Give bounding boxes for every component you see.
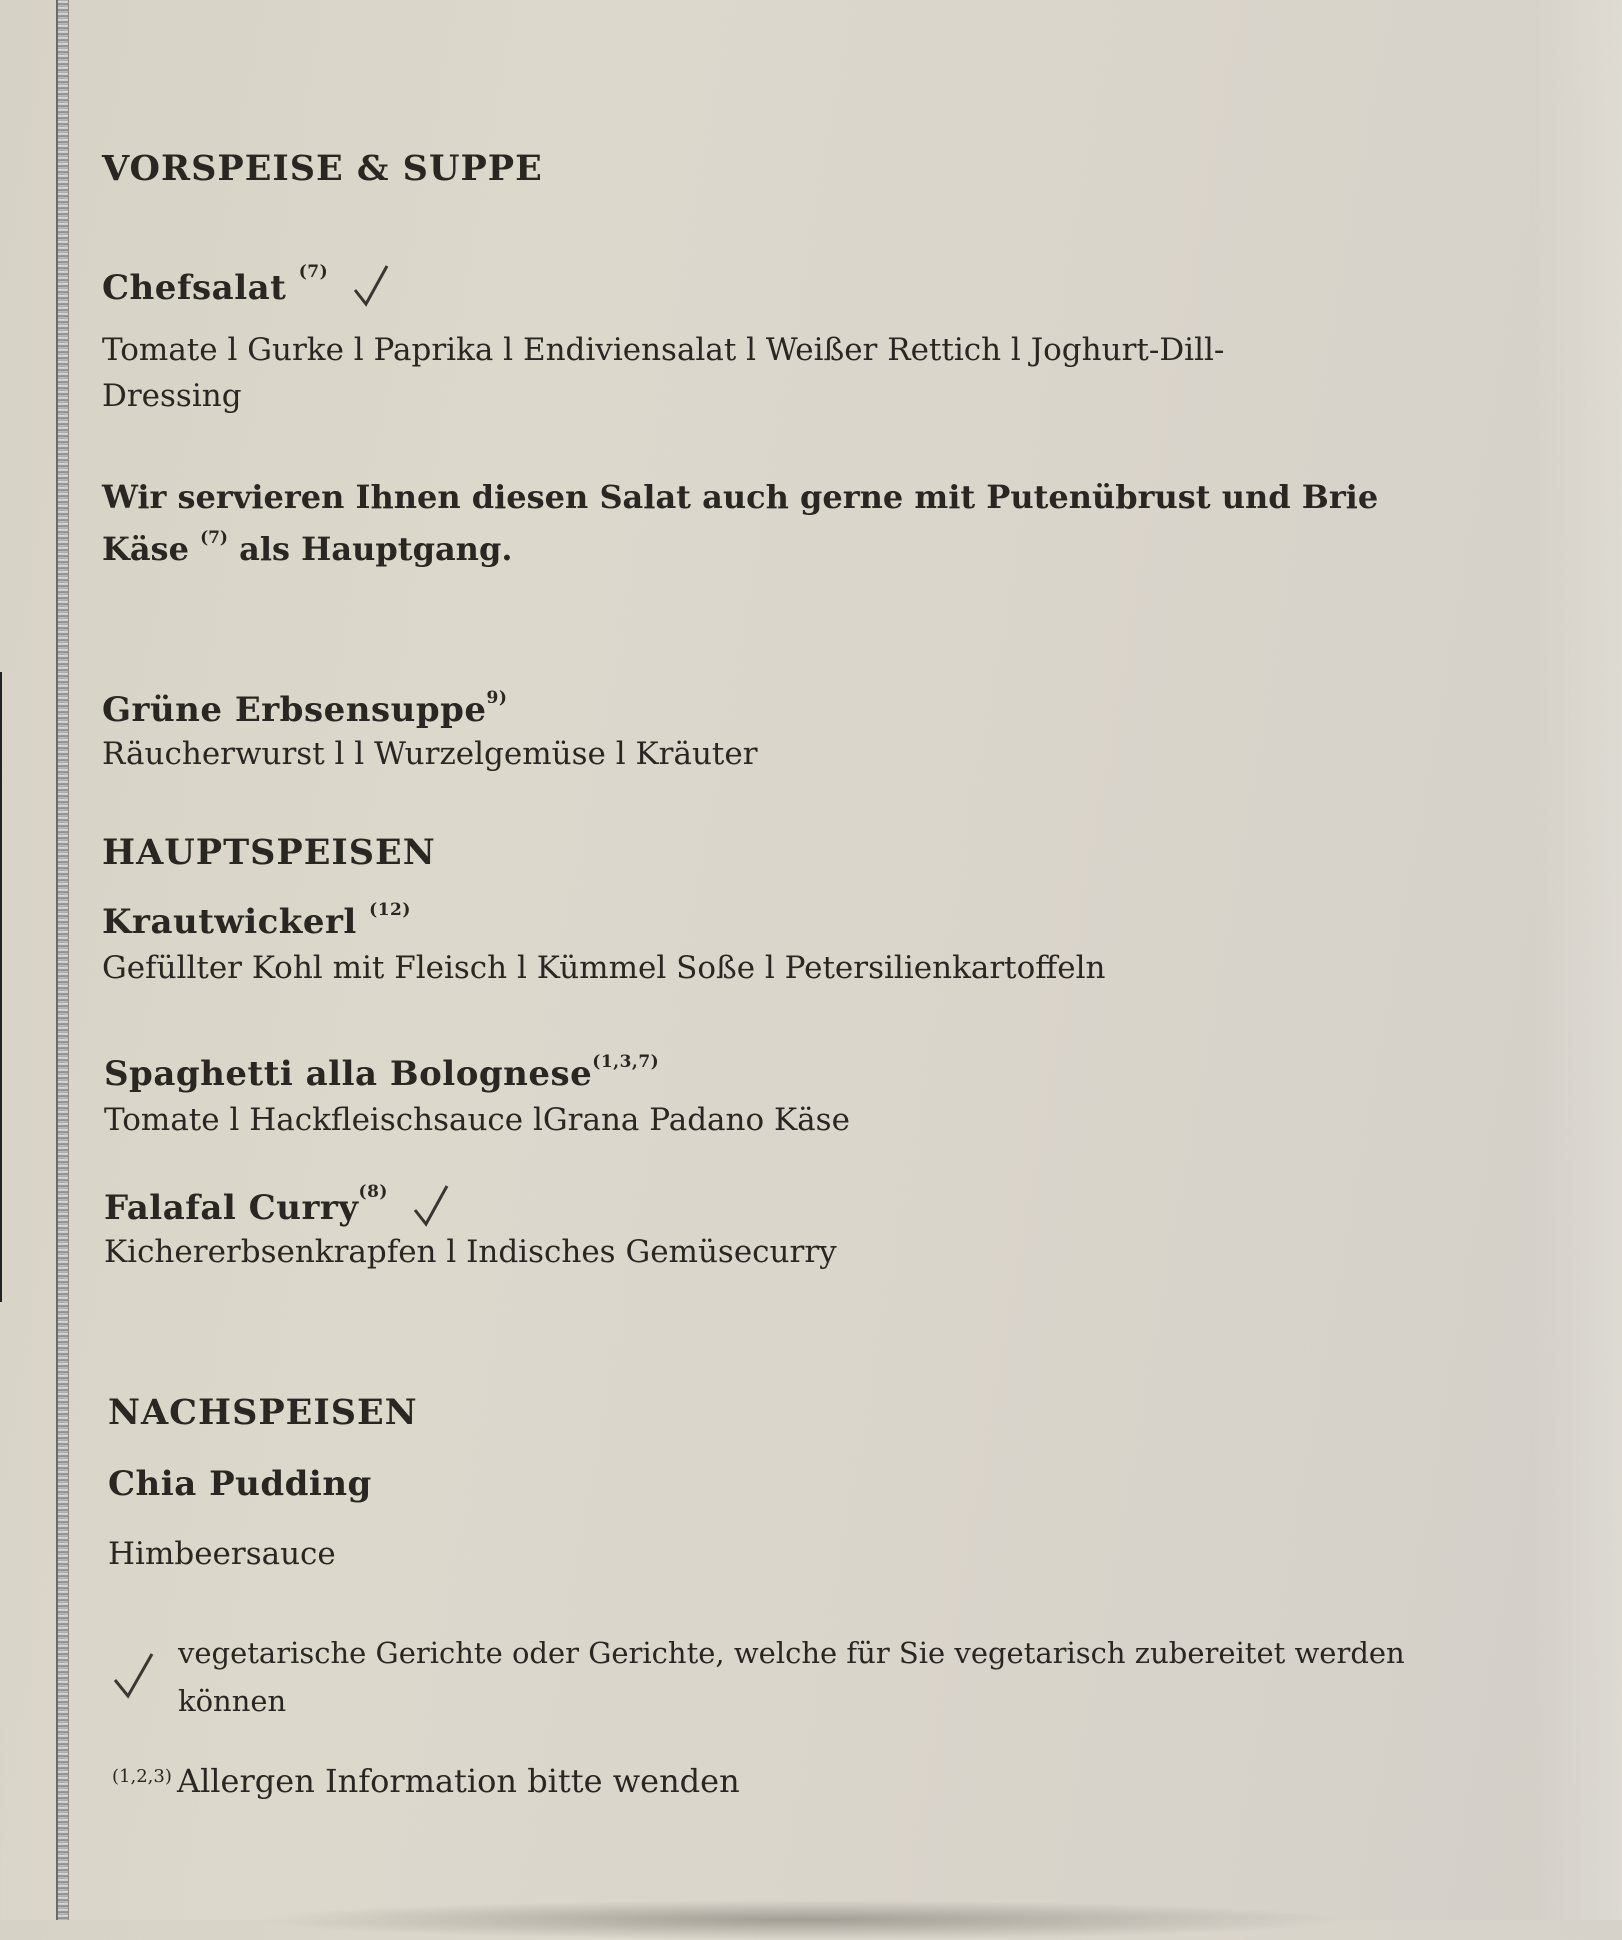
note-text: Käse: [102, 530, 189, 568]
allergen-code: (1,3,7): [592, 1052, 660, 1072]
dish-name: Chefsalat: [102, 268, 287, 308]
checkmark-icon: [112, 1650, 156, 1700]
vegetarian-legend-cont: können: [178, 1684, 287, 1718]
dish-description: Kichererbsenkrapfen l Indisches Gemüsecurry: [104, 1234, 837, 1270]
allergen-info-text: Allergen Information bitte wenden: [176, 1762, 740, 1800]
dish-description: Räucherwurst l l Wurzelgemüse l Kräuter: [102, 736, 758, 772]
dish-description: Gefüllter Kohl mit Fleisch l Kümmel Soße l Petersilienkartoffeln: [102, 950, 1106, 986]
menu-binding-strip: [56, 0, 69, 1920]
section-title-desserts: NACHSPEISEN: [108, 1392, 418, 1433]
dish-falafal-curry: [104, 1184, 450, 1228]
dish-description: Tomate l Gurke l Paprika l Endiviensalat l Weißer Rettich l Joghurt-Dill-: [102, 332, 1225, 368]
dish-erbsensuppe: [102, 690, 507, 730]
dish-chia-pudding: Chia Pudding: [108, 1464, 372, 1504]
note-text: als Hauptgang.: [239, 530, 513, 568]
allergen-footnote: [112, 1762, 740, 1800]
dish-chefsalat: [102, 264, 390, 308]
dish-description: Himbeersauce: [108, 1536, 336, 1572]
page-shadow: [250, 1900, 1350, 1940]
checkmark-icon: [352, 264, 390, 308]
checkmark-icon: [412, 1184, 450, 1228]
dish-spaghetti: [104, 1054, 659, 1094]
salad-main-course-note-cont: [102, 530, 512, 568]
dish-krautwickerl: [102, 902, 411, 942]
salad-main-course-note: Wir servieren Ihnen diesen Salat auch gerne mit Putenübrust und Brie: [102, 478, 1379, 516]
page-edge-line: [0, 672, 2, 1302]
allergen-code: (7): [200, 528, 228, 548]
dish-description-cont: Dressing: [102, 378, 242, 414]
vegetarian-legend: vegetarische Gerichte oder Gerichte, welche für Sie vegetarisch zubereitet werden: [178, 1636, 1405, 1670]
allergen-code: 9): [486, 688, 508, 708]
allergen-code: (7): [298, 262, 329, 282]
allergen-code: (1,2,3): [112, 1766, 172, 1787]
paper-shade: [1532, 0, 1622, 1920]
dish-name: Grüne Erbsensuppe: [102, 690, 487, 730]
dish-description: Tomate l Hackfleischsauce lGrana Padano Käse: [104, 1102, 850, 1138]
section-title-starters: VORSPEISE & SUPPE: [102, 148, 543, 189]
allergen-code: (12): [369, 900, 411, 920]
dish-name: Spaghetti alla Bolognese: [104, 1054, 593, 1094]
section-title-mains: HAUPTSPEISEN: [102, 832, 436, 873]
dish-name: Krautwickerl: [102, 902, 357, 942]
allergen-code: (8): [358, 1182, 388, 1202]
dish-name: Falafal Curry: [104, 1188, 359, 1228]
